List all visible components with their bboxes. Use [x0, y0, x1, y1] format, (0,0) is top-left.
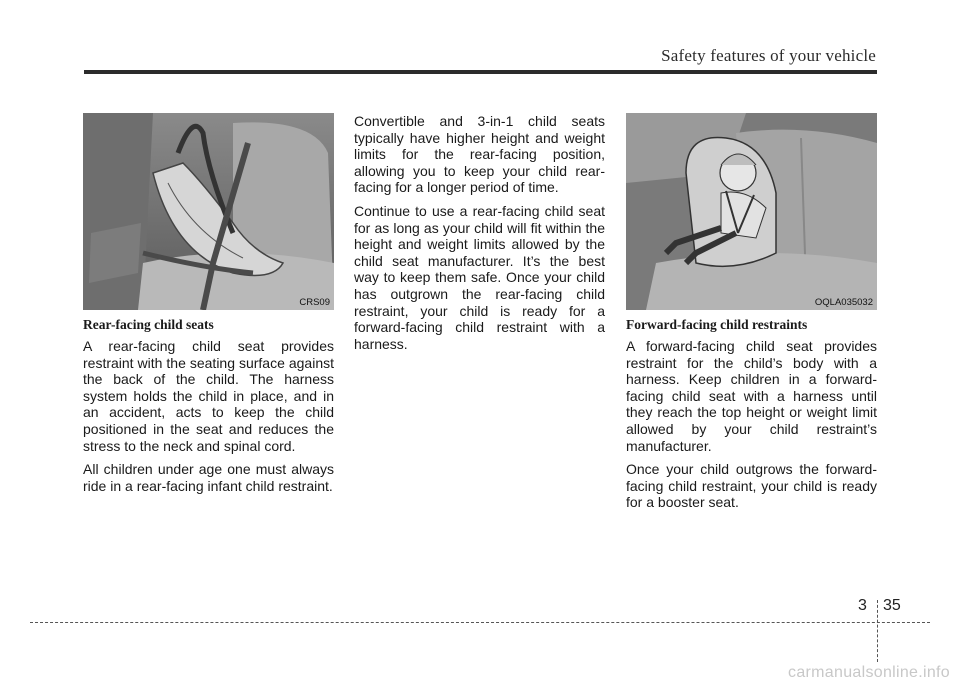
paragraph: Once your child outgrows the forward-facing child restraint, your child is ready for a booster seat.	[626, 461, 877, 511]
column-forward-facing	[626, 113, 877, 518]
paragraph: Continue to use a rear-facing child seat for as long as your child will fit within the height and weight limits allowed by the child seat manufacturer. It’s the best way to keep them safe. Once your child has outgrown the rear-facing child restraint, your child is ready for a forward-facing child restraint with a harness.	[354, 202, 605, 352]
figure-code: CRS09	[299, 297, 330, 308]
column-convertible	[354, 113, 605, 359]
section-heading: Forward-facing child restraints	[626, 317, 808, 332]
infant-carrier-image	[83, 113, 334, 310]
footer-rule	[30, 622, 930, 623]
paragraph: Convertible and 3-in-1 child seats typically have higher height and weight limits for the rear-facing position, allowing you to keep your child rear-facing for a longer period of time.	[354, 113, 605, 196]
header-rule	[84, 70, 877, 74]
paragraph: A rear-facing child seat provides restraint with the seating surface against the back of the child. The harness system holds the child in place, and in an accident, acts to keep the child positioned in the seat and reduces the stress to the neck and spinal cord.	[83, 338, 334, 454]
column-rear-facing	[83, 113, 334, 501]
chapter-number: 3	[858, 597, 867, 614]
forward-facing-seat-image	[626, 113, 877, 310]
section-heading: Rear-facing child seats	[83, 317, 214, 332]
footer-divider	[877, 600, 878, 662]
figure-code: OQLA035032	[814, 297, 873, 308]
forward-facing-seat-illustration	[626, 113, 877, 310]
rear-facing-seat-illustration	[83, 113, 334, 310]
paragraph: All children under age one must always ride in a rear-facing infant child restraint.	[83, 461, 334, 494]
watermark: carmanualsonline.info	[788, 664, 950, 681]
running-header: Safety features of your vehicle	[661, 46, 876, 65]
paragraph: A forward-facing child seat provides restraint for the child’s body with a harness. Keep children in a forward-facing child seat with a harness until they reach the top height or weight limit allowed by your child restraint’s manufacturer.	[626, 338, 877, 454]
page-number: 35	[883, 597, 901, 614]
